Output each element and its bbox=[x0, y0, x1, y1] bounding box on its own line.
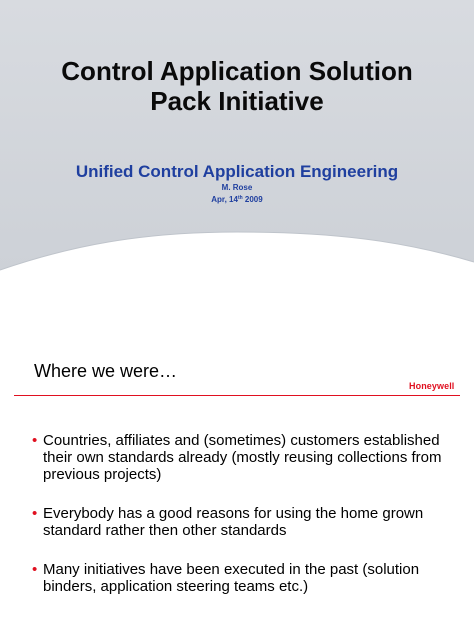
bullet-dot-icon: • bbox=[32, 505, 38, 522]
bullet-dot-icon: • bbox=[32, 561, 38, 578]
date-prefix: Apr, 14 bbox=[211, 195, 238, 204]
presentation-subtitle: Unified Control Application Engineering bbox=[75, 162, 399, 181]
bullet-dot-icon: • bbox=[32, 432, 38, 449]
bullet-item bbox=[32, 505, 452, 539]
title-line-1: Control Application Solution bbox=[61, 56, 413, 86]
honeywell-logo: Honeywell bbox=[409, 381, 455, 391]
bullet-list bbox=[32, 432, 452, 617]
bullet-item bbox=[32, 561, 452, 595]
title-slide-background bbox=[0, 0, 474, 300]
date-year: 2009 bbox=[242, 195, 263, 204]
title-divider bbox=[14, 395, 460, 396]
content-slide bbox=[0, 340, 474, 632]
bullet-item bbox=[32, 432, 452, 483]
slide-title: Where we were… bbox=[34, 361, 178, 381]
author-name: M. Rose bbox=[221, 183, 253, 192]
presentation-date bbox=[0, 193, 474, 205]
bullet-text: Many initiatives have been executed in the past (solution binders, application steering teams etc.) bbox=[43, 561, 420, 595]
title-slide bbox=[0, 0, 474, 300]
date-suffix: th bbox=[237, 195, 243, 201]
bullet-text: Everybody has a good reasons for using the home grown standard rather then other standards bbox=[43, 505, 424, 539]
presentation-title bbox=[0, 56, 474, 116]
bullet-text: Countries, affiliates and (sometimes) customers established their own standards already (mostly reusing collections from previous projects) bbox=[43, 432, 442, 483]
title-line-2: Pack Initiative bbox=[150, 86, 324, 116]
